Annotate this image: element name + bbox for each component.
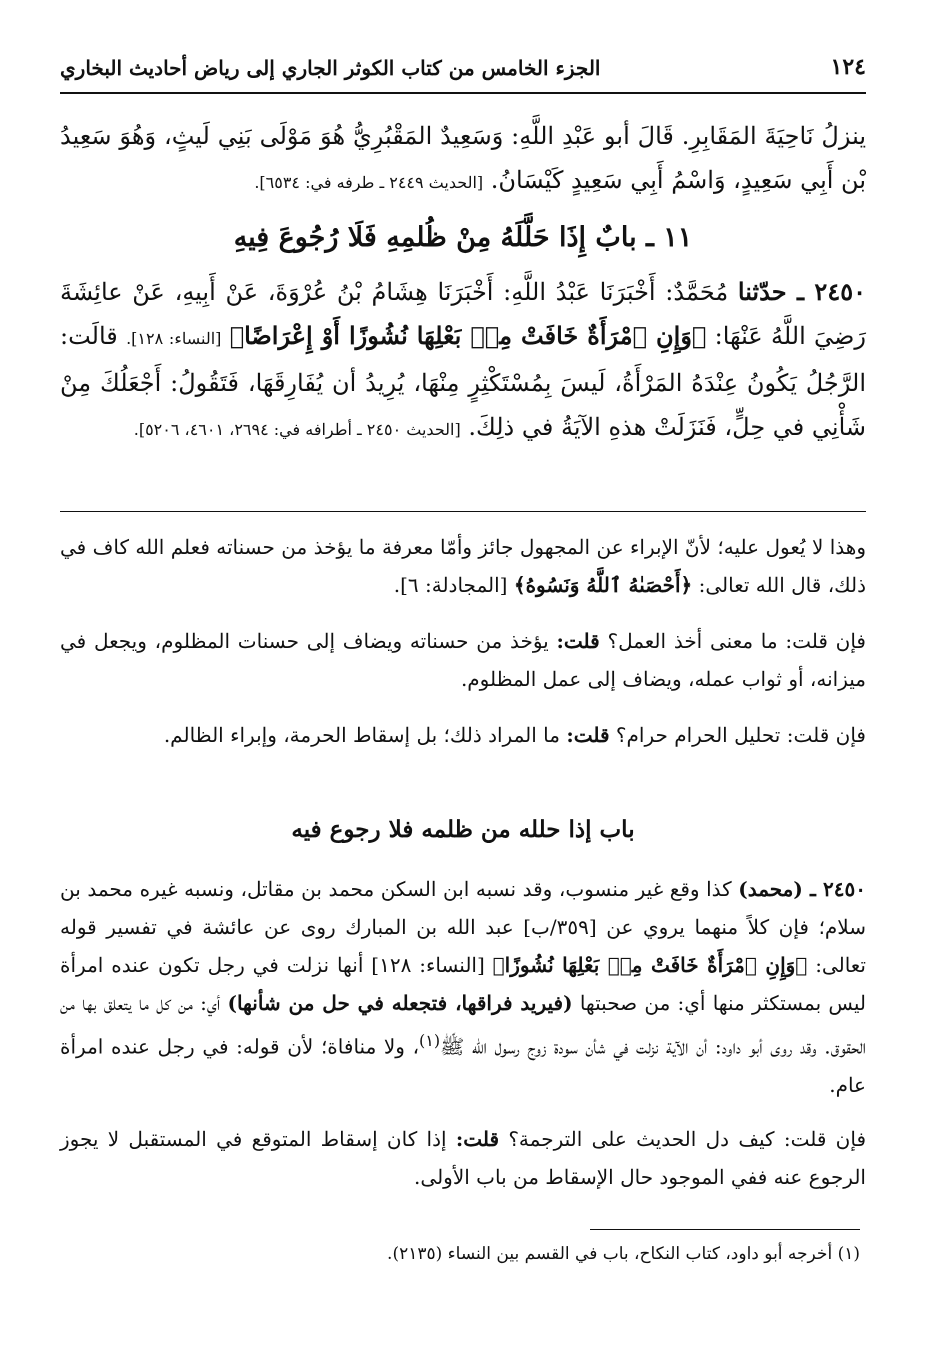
p4-text-b: [النساء: ١٢٨] أنها نزلت في رجل تكون عنده امرأة ليس بمستكثر منها أي: من صحبتها: [60, 953, 867, 1015]
commentary-p3: [60, 716, 866, 754]
p4-bold-quote: (فيريد فراقها، فتجعله في حل من شأنها): [227, 991, 573, 1015]
p4-number: ٢٤٥٠ ـ (محمد): [738, 877, 866, 901]
top-text-main: ينزلُ نَاحِيَةَ المَقَابِرِ. قَالَ أبو عَبْدِ اللَّهِ: وَسَعِيدٌ المَقْبُرِيُّ هُوَ مَوْلَى بَنِي لَيثٍ، وَهُوَ سَعِيدُ بْن أَبِي سَعِيدٍ، وَاسْمُ أَبِي سَعِيدٍ كَيْسَانُ.: [60, 122, 866, 194]
page-header: [60, 52, 866, 94]
p4-text-c: أي: من كل ما يتعلق بها من الحقوق. وقد روى أبو داود: أن الآية نزلت في شأن سودة زوج رسول الله ﷺ: [60, 991, 866, 1059]
commentary-p2: [60, 622, 866, 698]
footnote-text: أخرجه أبو داود، كتاب النكاح، باب في القسم بين النساء (٢١٣٥).: [387, 1244, 833, 1264]
p4-text-d: ، ولا منافاة؛ لأن قوله: في رجل عنده امرأة عام.: [60, 1034, 866, 1097]
verse-ref: [النساء: ١٢٨].: [126, 329, 222, 348]
separator-rule: [60, 511, 866, 512]
footnote-marker[interactable]: (١): [419, 1031, 441, 1050]
bab-heading: ١١ ـ بابٌ إِذَا حَلَّلَهُ مِنْ ظُلمِهِ فَلَا رُجُوعَ فِيهِ: [233, 222, 693, 253]
p2-qult: قلت:: [556, 629, 600, 653]
page-number: ١٢٤: [830, 54, 866, 80]
p5-qult: قلت:: [455, 1127, 500, 1151]
p4-text-a: كذا وقع غير منسوب، وقد نسبه ابن السكن محمد بن مقاتل، ونسبه غيره محمد بن سلام؛ فإن كلاً منهما يروي عن [٣٥٩/ب] عبد الله بن المبارك روى عن عائشة في تفسير قوله تعالى:: [60, 877, 866, 977]
hadith-isnad: مُحَمَّدٌ: أَخْبَرَنَا عَبْدُ اللَّهِ: أَخْبَرَنَا هِشَامُ بْنُ عُرْوَةَ، عَنْ أَبِيهِ، عَنْ عائِشَةَ رَضِيَ اللَّهُ عَنْهَا:: [60, 278, 867, 350]
p2-answer: يؤخذ من حسناته ويضاف إلى حسنات المظلوم، ويجعل في ميزانه، أو ثواب عمله، ويضاف إلى عمل المظلوم.: [60, 629, 866, 691]
commentary-bab-heading: باب إذا حلله من ظلمه فلا رجوع فيه: [291, 816, 635, 843]
quran-verse: ﴿وَإِنِ ٱمْرَأَةٌ خَافَتْ مِنۢ بَعْلِهَا نُشُوزًا أَوْ إِعْرَاضًا﴾: [229, 321, 707, 350]
hadith-matn: قالَت: الرَّجُلُ يَكُونُ عِنْدَهُ المَرْأَةُ، لَيسَ بِمُسْتَكْثِرٍ مِنْهَا، يُرِيدُ أن يُفَارِقَهَا، فَتَقُولُ: أَجْعَلُكَ مِنْ شَأْنِي في حِلٍّ، فَنَزَلَتْ هذهِ الآيَةُ في ذلِكَ.: [60, 322, 866, 441]
p3-answer: ما المراد ذلك؛ بل إسقاط الحرمة، وإبراء الظالم.: [163, 723, 560, 747]
hadith-number: ٢٤٥٠ ـ حدّثنا: [737, 277, 866, 306]
hadith-text: [60, 270, 866, 452]
commentary-p1: [60, 528, 866, 604]
hadith-ref: [الحديث ٢٤٥٠ ـ أطرافه في: ٢٦٩٤، ٤٦٠١، ٥٢٠٦].: [133, 420, 461, 439]
top-text: [60, 114, 866, 205]
p1-text: وهذا لا يُعول عليه؛ لأنّ الإبراء عن المجهول جائز وأمّا معرفة ما يؤخذ من حسناته فعلم الله كاف في ذلك، قال الله تعالى:: [60, 535, 866, 597]
p2-question: فإن قلت: ما معنى أخذ العمل؟: [607, 629, 866, 653]
running-title: الجزء الخامس من كتاب الكوثر الجاري إلى رياض أحاديث البخاري: [60, 56, 601, 80]
p3-question: فإن قلت: تحليل الحرام حرام؟: [615, 723, 866, 747]
commentary-p5: [60, 1120, 866, 1196]
p1-ref: [المجادلة: ٦].: [393, 573, 508, 597]
footnote-rule: [590, 1229, 860, 1230]
p3-qult: قلت:: [566, 723, 610, 747]
commentary-p4: [60, 870, 866, 1104]
p5-question: فإن قلت: كيف دل الحديث على الترجمة؟: [508, 1127, 867, 1151]
p4-verse: ﴿وَإِنِ ٱمْرَأَةٌ خَافَتْ مِنۢ بَعْلِهَا نُشُوزًا﴾: [492, 953, 808, 977]
footnote-number: (١): [837, 1244, 860, 1264]
footnote: [60, 1244, 860, 1264]
p5-answer: إذا كان إسقاط المتوقع في المستقبل لا يجوز الرجوع عنه ففي الموجود حال الإسقاط من باب الأولى.: [60, 1127, 866, 1189]
top-text-ref: [الحديث ٢٤٤٩ ـ طرفه في: ٦٥٣٤].: [254, 173, 484, 192]
p1-verse: ﴿أَحْصَىٰهُ ٱللَّهُ وَنَسُوهُ﴾: [513, 573, 693, 597]
